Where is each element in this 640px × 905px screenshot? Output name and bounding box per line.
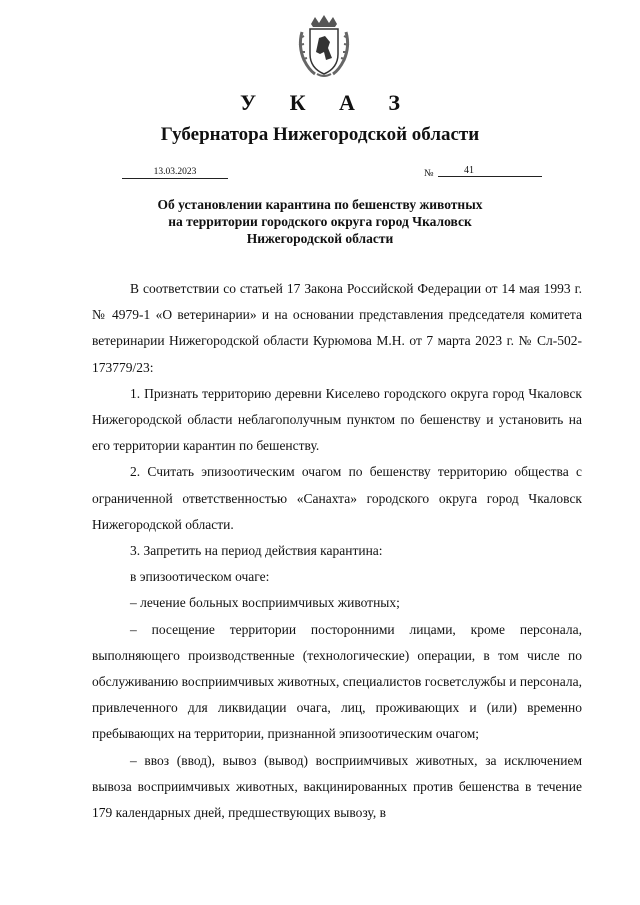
decree-body [92, 276, 582, 826]
subject-line: Нижегородской области [246, 231, 394, 246]
clause-3-item: – ввоз (ввод), вывоз (вывод) восприимчивых животных, за исключением вывоза восприимчивых животных, вакцинированных против бешенства в течение 179 календарных дней, предшествующих вывозу, в [92, 752, 582, 821]
issuer-title: Губернатора Нижегородской области [160, 124, 480, 145]
number-label: № [424, 168, 434, 179]
coat-of-arms-emblem-icon [295, 14, 353, 80]
clause-3-item: – посещение территории посторонними лицами, кроме персонала, выполняющего производственные (технологические) операции, в том числе по обслуживанию восприимчивых животных, специалистов госветслужбы и персонала, привлеченного для ликвидации очага, лиц, проживающих и (или) временно пребывающих на территории, признанной эпизоотическим очагом; [92, 621, 582, 742]
clause-3-item: – лечение больных восприимчивых животных; [130, 595, 400, 611]
subject-line: Об установлении карантина по бешенству животных [157, 197, 483, 212]
preamble-paragraph: В соответствии со статьей 17 Закона Российской Федерации от 14 мая 1993 г. № 4979-1 «О ветеринарии» и на основании представления председателя комитета ветеринарии Нижегородской области Курюмова М.Н. от 7 марта 2023 г. № Сл-502-173779/23: [92, 281, 582, 375]
clause-2: 2. Считать эпизоотическим очагом по бешенству территорию общества с ограниченной ответственностью «Санахта» городского округа город Чкаловск Нижегородской области. [92, 464, 582, 532]
clause-1: 1. Признать территорию деревни Киселево городского округа город Чкаловск Нижегородской области неблагополучным пунктом по бешенству и установить на его территории карантин по бешенству. [92, 385, 582, 454]
subject-line: на территории городского округа город Чкаловск [168, 214, 472, 229]
decree-subject [120, 196, 520, 247]
decree-title: У К А З [239, 90, 415, 115]
decree-number: 41 [438, 165, 542, 177]
decree-date: 13.03.2023 [122, 167, 228, 179]
clause-3-subheading: в эпизоотическом очаге: [130, 569, 270, 585]
clause-3: 3. Запретить на период действия карантина: [130, 543, 383, 559]
